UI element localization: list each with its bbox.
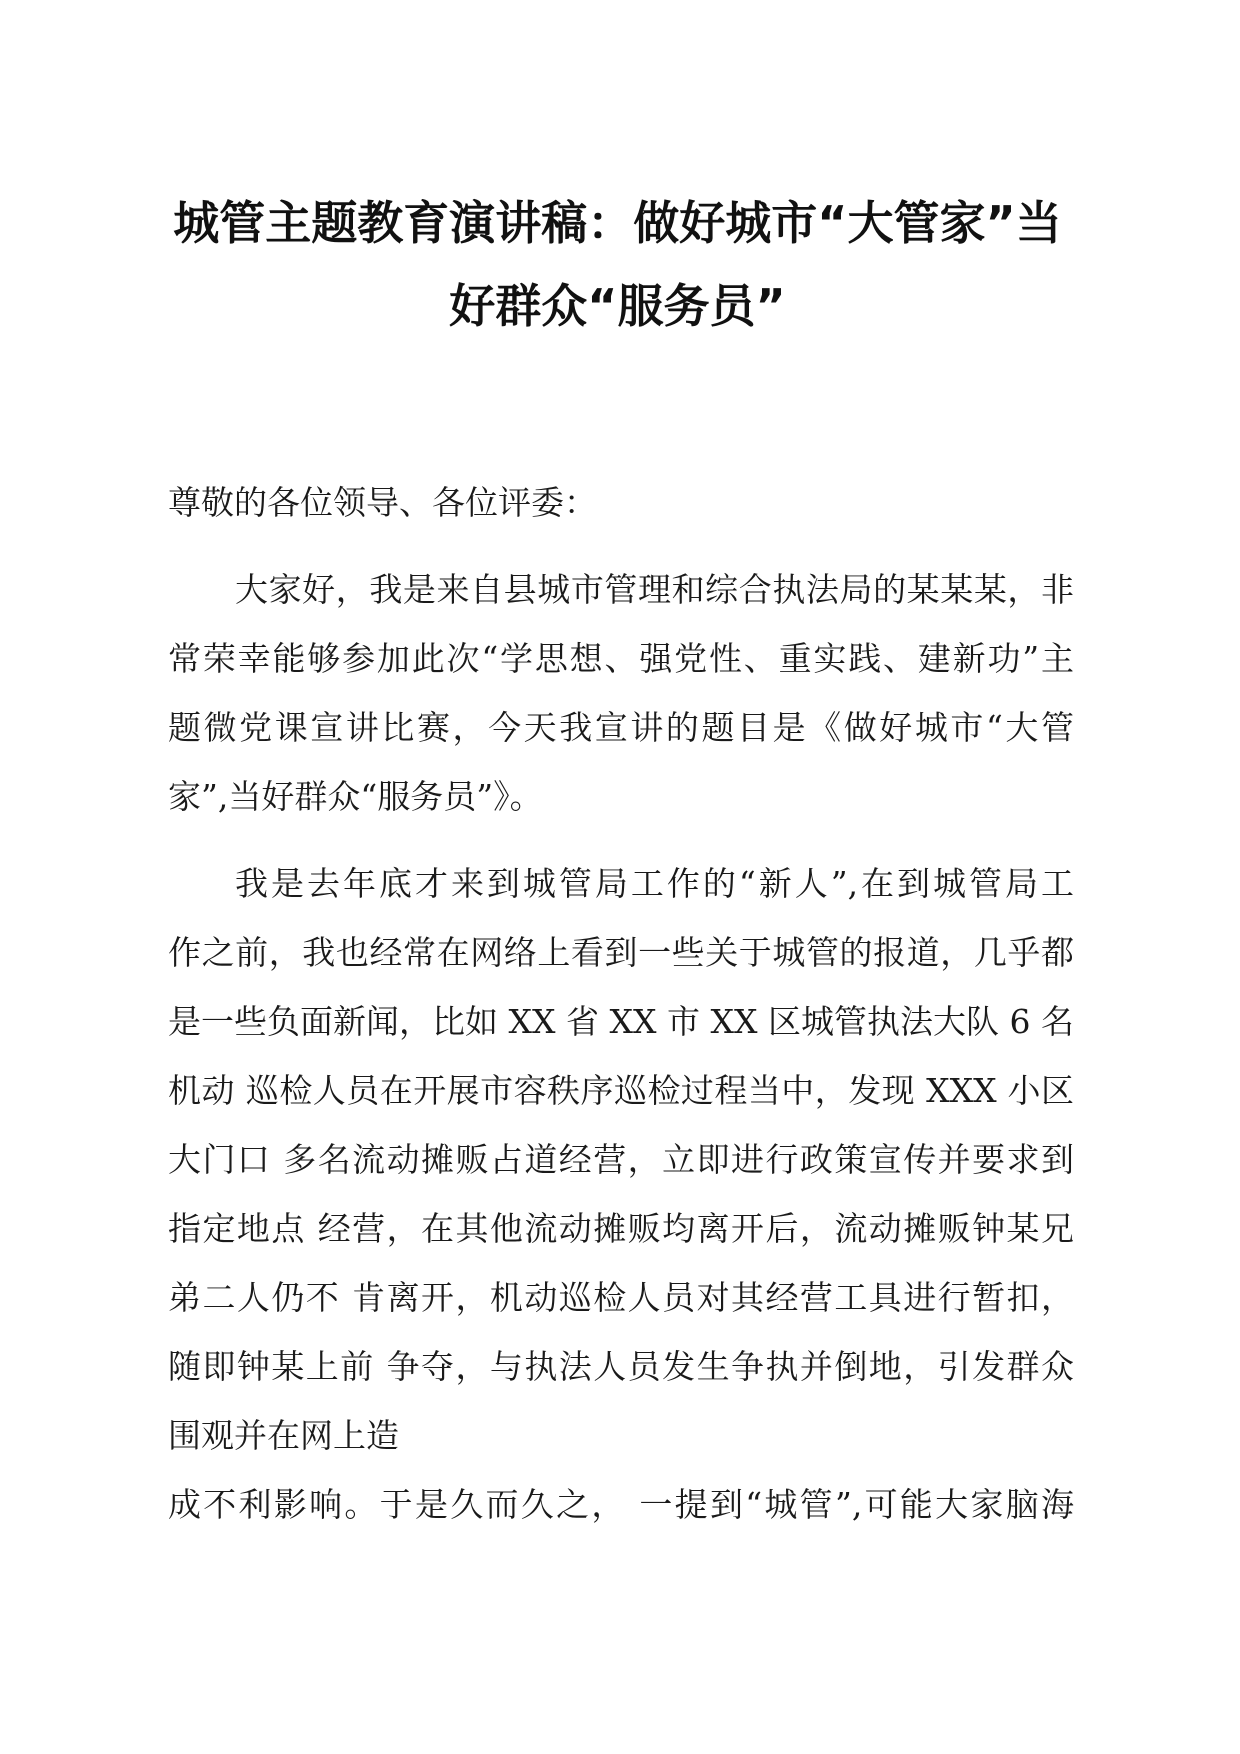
paragraph-line: 常荣幸能够参加此次“学思想、强党性、重实践、建新功”主 (168, 639, 1074, 678)
paragraph-line: 大门口 多名流动摊贩占道经营，立即进行政策宣传并要求到 (168, 1140, 1074, 1179)
paragraph-gap (168, 831, 1074, 849)
paragraph-line: 题微党课宣讲比赛，今天我宣讲的题目是《做好城市“大管 (168, 708, 1074, 747)
paragraph-line: 围观并在网上造 (168, 1416, 399, 1455)
paragraph-line: 大家好，我是来自县城市管理和综合执法局的某某某，非 (235, 570, 1074, 609)
document-body (168, 468, 1074, 1539)
document-title (150, 182, 1085, 348)
paragraph-line: 成不利影响。于是久而久之， 一提到“城管”,可能大家脑海 (168, 1485, 1074, 1524)
paragraph-experience (168, 849, 1074, 1470)
paragraph-line: 作之前，我也经常在网络上看到一些关于城管的报道，几乎都 (168, 933, 1074, 972)
paragraph-intro (168, 555, 1074, 831)
paragraph-line: 机动 巡检人员在开展市容秩序巡检过程当中，发现 XXX 小区 (168, 1071, 1074, 1110)
title-line: 城管主题教育演讲稿：做好城市“大管家”当 (173, 196, 1062, 250)
paragraph-line: 指定地点 经营，在其他流动摊贩均离开后，流动摊贩钟某兄 (168, 1209, 1074, 1248)
paragraph-line: 家”,当好群众“服务员”》。 (168, 777, 543, 816)
paragraph-continued (168, 1470, 1074, 1539)
paragraph-line: 弟二人仍不 肯离开，机动巡检人员对其经营工具进行暂扣， (168, 1278, 1074, 1317)
paragraph-line: 我是去年底才来到城管局工作的“新人”,在到城管局工 (235, 864, 1074, 903)
title-line: 好群众“服务员” (449, 279, 786, 333)
paragraph-line: 是一些负面新闻，比如 XX 省 XX 市 XX 区城管执法大队 6 名 (168, 1002, 1074, 1041)
paragraph-line: 随即钟某上前 争夺，与执法人员发生争执并倒地，引发群众 (168, 1347, 1074, 1386)
salutation: 尊敬的各位领导、各位评委： (168, 483, 597, 522)
paragraph-gap (168, 537, 1074, 555)
